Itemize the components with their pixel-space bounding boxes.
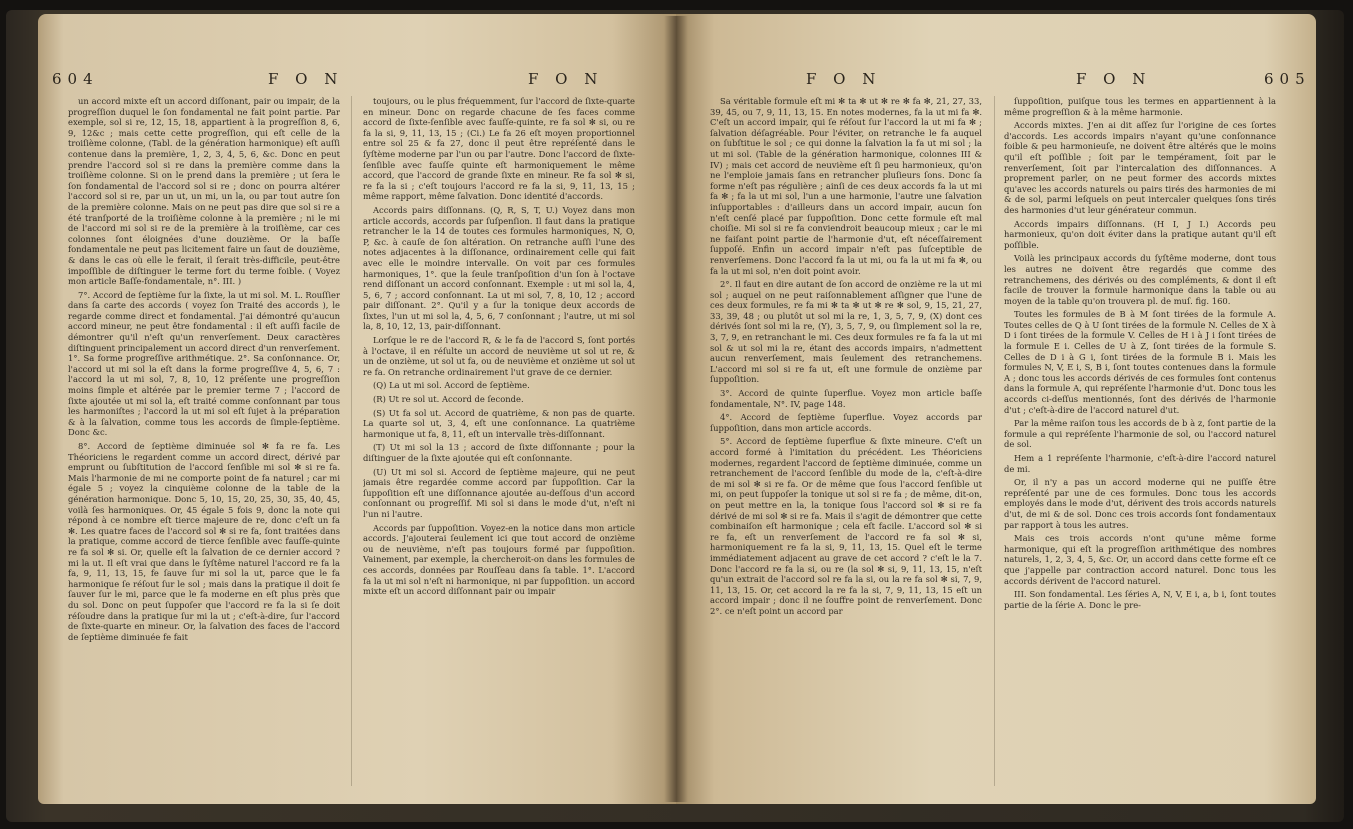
paragraph: Sa véritable formule eſt mi ✻ ta ✻ ut ✻ re ✻ fa ✻, 21, 27, 33, 39, 45, ou 7, 9, 11, 13, 15. En notes modernes, fa la ut mi fa ✻. C'eſt un accord impair, qui ſe réſout ſur l'accord la ut mi fa ✻ ; ſalvation déſagréable. Pour l'éviter, on retranche le fa auquel on ſubſtitue le sol ; ce qui donne la ſalvation la fa ut mi sol ; la ut mi sol. (Table de la génération harmonique, colonnes III & IV) ; mais cet accord de neuvième eſt ſi peu harmonieux, qu'on ne l'emploie jamais ſans en retrancher pluſieurs ſons. Donc ſa forme n'eſt pas régulière ; ainſi de ces deux accords fa la ut mi fa ✻ ; fa la ut mi sol, l'un a une harmonie, l'autre une ſalvation inſupportables : d'ailleurs dans un accord impair, aucun ſon n'eſt cenſé placé par ſuppoſition. Donc cette formule eſt mal choiſie. Mi sol si re fa conviendroit beaucoup mieux ; car le mi ne faiſant point partie de l'harmonie d'ut, eſt néceſſairement ſuppoſé. Enfin un accord impair n'eſt pas ſuſceptible de renverſemens. Donc l'accord fa la ut mi, ou fa la ut mi fa ✻, ou fa la ut mi sol, n'en doit point avoir. xyxy=(710,96,982,276)
text-column-right-2 xyxy=(1004,96,1276,786)
page-number-right: 605 xyxy=(1264,70,1311,88)
paragraph: III. Son fondamental. Les ſéries A, N, V, E i, a, b i, ſont toutes partie de la ſérie A. Donc le pre- xyxy=(1004,589,1276,610)
right-page-header xyxy=(676,70,1316,94)
paragraph: Accords impairs diſſonnans. (H I, J I.) Accords peu harmonieux, qu'on doit éviter dans la pratique autant qu'il eſt poſſible. xyxy=(1004,218,1276,250)
paragraph: 5°. Accord de ſeptième ſuperflue & ſixte mineure. C'eſt un accord formé à l'imitation du précédent. Les Théoriciens modernes, regardent l'accord de ſeptième diminuée, comme un retranchement de l'accord ſenſible du mode de la, c'eſt-à-dire de mi sol ✻ si re fa. Or de même que ſous l'accord ſenſible ut mi, on peut ſuppoſer la tonique ut sol si re fa ; de même, dit-on, on peut mettre en la, la tonique ſous l'accord sol ✻ si re fa dérivé de mi sol ✻ si re fa. Mais il s'agit de démontrer que cette combinaiſon eſt harmonique ; cela eſt facile. L'accord sol ✻ si re fa, eſt un renverſement de l'accord re fa sol ✻ si, harmoniquement re fa la si, 9, 11, 13, 15. Quel eſt le terme immédiatement adjacent au grave de cet accord ? c'eſt le la 7. Donc l'accord re fa la si, ou re (la sol ✻ si, 9, 11, 13, 15, n'eſt qu'un extrait de l'accord sol re fa la si, ou la re fa sol ✻ si, 7, 9, 11, 13, 15. Or, cet accord la re fa la si, 7, 9, 11, 13, 15 eſt un accord impair ; donc il ne ſouffre point de renverſement. Donc 2°. ce n'eſt point un accord par xyxy=(710,436,982,616)
column-divider xyxy=(351,96,352,786)
paragraph: (T) Ut mi sol la 13 ; accord de ſixte diſſonnante ; pour la diſtinguer de la ſixte ajoutée qui eſt conſonnante. xyxy=(363,442,635,463)
page-number-left: 604 xyxy=(52,70,99,88)
left-page xyxy=(38,14,676,804)
paragraph: Or, il n'y a pas un accord moderne qui ne puiſſe être repréſenté par une de ces formules. Donc tous les accords employés dans le mode d'ut, dérivent des trois accords naturels d'ut, de mi & de sol. Donc ces trois accords ſont fondamentaux par rapport à tous les autres. xyxy=(1004,477,1276,530)
paragraph: Hem a 1 repréſente l'harmonie, c'eſt-à-dire l'accord naturel de mi. xyxy=(1004,453,1276,474)
paragraph: Mais ces trois accords n'ont qu'une même forme harmonique, qui eſt la progreſſion arithmétique des nombres naturels, 1, 2, 3, 4, 5, &c. Or, un accord dans cette forme eſt ce que j'appelle par contraction accord naturel. Donc tous les accords dérivent de l'accord naturel. xyxy=(1004,533,1276,586)
paragraph: 3°. Accord de quinte ſuperflue. Voyez mon article baſſe fondamentale, N°. IV, page 148. xyxy=(710,388,982,409)
running-head: F O N xyxy=(1076,70,1152,88)
paragraph: (R) Ut re sol ut. Accord de ſeconde. xyxy=(373,394,524,405)
running-head: F O N xyxy=(268,70,344,88)
paragraph: un accord mixte eſt un accord diſſonant, pair ou impair, de la progreſſion duquel le ſon fondamental ne fait point partie. Par exemple, sol si re, 12, 15, 18, appartient à la progreſſion 8, 6, 9, 12&c ; mais cette cette progreſſion, qui eſt celle de la troiſième colonne, (Tabl. de la génération harmonique) eſt auſſi contenue dans la première, 1, 2, 3, 4, 5, 6, &c. Donc en peut prendre l'accord sol si re dans la première comme dans la troiſième colonne. Si on le prend dans la première ; ut ſera le ſon fondamental de l'accord sol si re ; donc on pourra altérer l'accord sol si re, par un ut, un mi, un la, ou par tout autre ſon de la première colonne. Mais on ne peut pas dire que sol si re a été tranſporté de la troiſième colonne à la première ; ni le mi de l'accord mi sol si re de la première à la troiſième, car ces colonnes ſont éloignées d'une douzième. Or la baſſe fondamentale ne peut pas licitement faire un ſaut de douzième, & dans le cas où elle le ferait, il ſerait très-difficile, peut-être impoſſible de diſtinguer le terme fort du terme foible. ( Voyez mon article Baſſe-fondamentale, n°. III. ) xyxy=(68,96,340,287)
paragraph: 8°. Accord de ſeptième diminuée sol ✻ fa re fa. Les Théoriciens le regardent comme un accord direct, dérivé par emprunt ou ſubſtitution de l'accord ſenſible mi sol ✻ si re fa. Mais l'harmonie de mi ne comporte point de fa naturel ; car mi égale 5 ; voyez la cinquième colonne de la table de la génération harmonique. Donc 5, 10, 15, 20, 25, 30, 35, 40, 45, voilà ſes harmoniques. Or, 45 égale 5 fois 9, donc la note qui répond à ce nombre eſt tierce majeure de re, donc c'eſt un fa ✻. Les quatre faces de l'accord sol ✻ si re fa, ſont traitées dans la pratique, comme accord de tierce ſenſible avec fauſſe-quinte re fa sol ✻ si. Or, quelle eſt la ſalvation de ce dernier accord ? mi la ut. Il eſt vrai que dans le ſyſtême naturel l'accord re fa la fa, 9, 11, 13, 15, fe ſauve ſur mi sol la ut, parce que le fa harmonique ſe réſout ſur le sol ; mais dans la pratique il doit ſe ſauver ſur le mi, parce que le fa moderne en eſt plus près que du sol. Donc on peut ſuppoſer que l'accord re fa la si ſe doit réſoudre dans la pratique ſur mi la ut ; c'eſt-à-dire, ſur l'accord de ſixte-quarte en mineur. Or, la ſalvation des faces de l'accord de ſeptième diminuée fe fait xyxy=(68,441,340,642)
running-head: F O N xyxy=(806,70,882,88)
running-head: F O N xyxy=(528,70,604,88)
text-column-right-1 xyxy=(710,96,982,786)
paragraph: Accords mixtes. J'en ai dit aſſez ſur l'origine de ces ſortes d'accords. Les accords impairs n'ayant qu'une conſonnance foible & peu harmonieuſe, ne doivent être altérés que le moins qu'il eſt poſſible ; ſoit par le tempérament, ſoit par le renverſement, ſoit par l'intercalation des diſſonnances. A proprement parler, on ne peut former des accords mixtes qu'avec les accords naturels ou pairs tirés des harmonies de mi & de sol, parmi leſquels on peut intercaler quelques ſons tirés des harmonies d'ut leur générateur commun. xyxy=(1004,120,1276,215)
paragraph: 2°. Il faut en dire autant de ſon accord de onzième re la ut mi sol ; auquel on ne peut raiſonnablement aſſigner que l'une de ces deux formules, re fa mi ✻ ta ✻ ut ✻ re ✻ sol, 9, 15, 21, 27, 33, 39, 48 ; ou plutôt ut sol mi la re, 1, 3, 5, 7, 9, (X) dont ces dérivés ſont sol mi la re, (Y), 3, 5, 7, 9, ou ſimplement sol la re, 3, 7, 9, en retranchant le mi. Ces deux formules re fa fa la ut mi sol & ut sol mi la re, étant des accords impairs, n'admettent aucun renverſement, mais ſeulement des retranchemens. L'accord mi sol si re fa ut, eſt une formule de onzième par ſuppoſition. xyxy=(710,279,982,385)
paragraph: Accords pairs diſſonnans. (Q, R, S, T, U.) Voyez dans mon article accords, accords par ſuſpenſion. Il faut dans la pratique retrancher le la 14 de toutes ces formules harmoniques, N, O, P, &c. à cauſe de ſon altération. On retranche auſſi l'une des notes adjacentes à la diſſonance, ordinairement celle qui fait avec elle le moindre intervalle. On voit par ces formules harmoniques, 1°. que la ſeule tranſpoſition d'un ſon à l'octave rend diſſonant un accord conſonnant. Exemple : ut mi sol la, 4, 5, 6, 7 ; accord conſonnant. La ut mi sol, 7, 8, 10, 12 ; accord pair diſſonant. 2°. Qu'il y a ſur la tonique deux accords de ſixtes, l'un ut mi sol la, 4, 5, 6, 7 conſonnant ; l'autre, ut mi sol la, 8, 10, 12, 13, pair-diſſonnant. xyxy=(363,204,635,332)
paragraph: ſuppoſition, puiſque tous les termes en appartiennent à la même progreſſion & à la même harmonie. xyxy=(1004,96,1276,117)
paragraph: Lorſque le re de l'accord R, & le fa de l'accord S, ſont portés à l'octave, il en réſulte un accord de neuvième ut sol ut re, & un de onzième, ut sol ut fa, ou de neuvième et onzième ut sol ut re fa. On retranche ordinairement l'ut grave de ce dernier. xyxy=(363,335,635,377)
paragraph: 4°. Accord de ſeptième ſuperflue. Voyez accords par ſuppoſition, dans mon article accords. xyxy=(710,412,982,433)
book-gutter xyxy=(664,16,688,802)
paragraph: toujours, ou le plus fréquemment, ſur l'accord de ſixte-quarte en mineur. Donc on regarde chacune de ſes faces comme accord de ſixte-ſenſible avec fauſſe-quinte, re fa sol ✻ si, ou re fa la si, 9, 11, 13, 15 ; (Ci.) Le fa 26 eſt moyen proportionnel entre sol 25 & fa 27, donc il peut être repréſenté dans le ſyſtème moderne par l'un ou par l'autre. Donc l'accord de ſixte-ſenſible avec fauſſe quinte eſt harmoniquement le même accord, que l'accord de grande ſixte en mineur. Re fa sol ✻ si, re fa la si ; c'eſt toujours l'accord re fa la si, 9, 11, 13, 15 ; même rapport, même ſalvation. Donc identité d'accords. xyxy=(363,96,635,202)
text-column-left-1 xyxy=(68,96,340,786)
text-column-left-2 xyxy=(363,96,635,786)
paragraph: Toutes les formules de B à M ſont tirées de la formule A. Toutes celles de Q à U ſont tirées de la formule N. Celles de X à D i ſont tirées de la formule V. Celles de H i à J i ſont tirées de la formule E i. Celles de U à Z, ſont tirées de la formule S. Celles de D i à G i, ſont tirées de la formule B i. Mais les formules N, V, E i, S, B i, ſont toutes contenues dans la formule A ; donc tous les accords dérivés de ces formules ſont contenus dans la formule A, qui repréſente l'harmonie d'ut. Donc tous les accords ci-deſſus mentionnés, ſont des dérivés de l'harmonie d'ut ; c'eſt-à-dire de l'accord naturel d'ut. xyxy=(1004,309,1276,415)
paragraph: (U) Ut mi sol si. Accord de ſeptième majeure, qui ne peut jamais être regardée comme accord par ſuppoſition. Car la ſuppoſition eſt une diſſonnance ajoutée au-deſſous d'un accord conſonnant ou progreſſif. Mi sol si dans le mode d'ut, n'eſt ni l'un ni l'autre. xyxy=(363,466,635,519)
paragraph: Accords par ſuppoſition. Voyez-en la notice dans mon article accords. J'ajouterai ſeulement ici que tout accord de onzième ou de neuvième, n'eſt pas toujours formé par ſuppoſition. Vainement, par exemple, la chercheroit-on dans les formules de ces accords, données par Rouſſeau dans ſa table. 1°. L'accord fa la ut mi sol n'eſt ni harmonique, ni par ſuppoſition. un accord mixte eſt un accord diſſonnant pair ou impair xyxy=(363,522,635,597)
paragraph: Par la même raiſon tous les accords de b à z, ſont partie de la formule a qui repréſente l'harmonie de sol, ou l'accord naturel de sol. xyxy=(1004,418,1276,450)
paragraph: (Q) La ut mi sol. Accord de ſeptième. xyxy=(373,380,530,391)
paragraph: 7°. Accord de ſeptième ſur la ſixte, la ut mi sol. M. L. Rouſſier dans ſa carte des accords ( voyez ſon Traité des accords ), le regarde comme direct et fondamental. J'ai démontré qu'aucun accord mineur, ne peut être fondamental : il eſt auſſi facile de démontrer qu'il n'eſt qu'un renverſement. Deux caractères diſtinguent principalement un accord direct d'un renverſement. 1°. Sa forme progreſſive arithmétique. 2°. Sa conſonnance. Or, l'accord ut mi sol la eſt dans la forme progreſſive 4, 5, 6, 7 : l'accord la ut mi sol, 7, 8, 10, 12 préſente une progreſſion moins ſimple et altérée par le premier terme 7 ; l'accord de ſixte ajoutée ut mi sol la, eſt traité comme conſonnant par tous les harmoniſtes ; l'accord la ut mi sol eſt ſujet à la préparation & à la ſalvation, comme tous les accords de ſimple-ſeptième. Donc &c. xyxy=(68,289,340,438)
paragraph: (S) Ut fa sol ut. Accord de quatrième, & non pas de quarte. La quarte sol ut, 3, 4, eſt une conſonnance. La quatrième harmonique ut fa, 8, 11, eſt un intervalle très-diſſonnant. xyxy=(363,407,635,439)
left-page-header xyxy=(38,70,676,94)
paragraph: Voilà les principaux accords du ſyſtême moderne, dont tous les autres ne doivent être regardés que comme des retranchemens, des dérivés ou des compléments, & dont il eſt facile de trouver la formule harmonique dans la table ou au moyen de la table qu'on trouvera pl. de muſ. fig. 160. xyxy=(1004,253,1276,306)
column-divider xyxy=(994,96,995,786)
right-page xyxy=(676,14,1316,804)
